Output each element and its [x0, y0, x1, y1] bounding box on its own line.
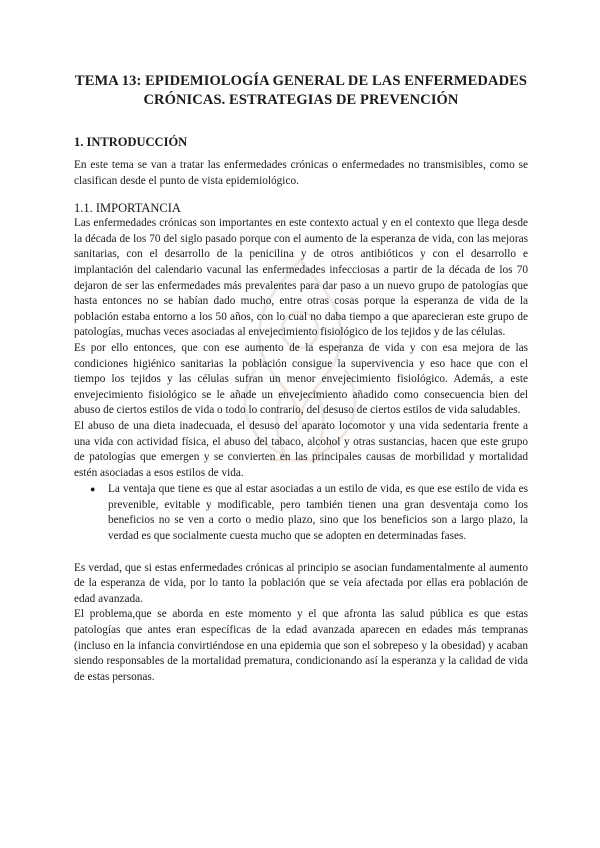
section-heading-importancia: 1.1. IMPORTANCIA [74, 201, 181, 216]
paragraph: Es por ello entonces, que con ese aumento de la esperanza de vida y con esa mejora de las condiciones higiénico sanitarias la población consigue la supervivencia y eso hace que con el tiempo los tejidos y las células sufran un menor envejecimiento fisiológico. Además, a este envejecimiento fisiológico se le añade un envejecimiento añadido como consecuencia bien del abuso de ciertos estilos de vida o todo lo contrario, del desuso de ciertos estilos de vida saludables. [74, 341, 528, 417]
bullet-icon: ● [90, 484, 96, 495]
list-item [74, 482, 528, 544]
section-heading-introduccion: 1. INTRODUCCIÓN [74, 135, 188, 149]
document-title: TEMA 13: EPIDEMIOLOGÍA GENERAL DE LAS ENFERMEDADES CRÓNICAS. ESTRATEGIAS DE PREVENCIÓN [74, 73, 528, 108]
paragraph: El problema,que se aborda en este momento y el que afronta las salud pública es que estas patologías que antes eran específicas de la edad avanzada aparecen en edades más tempranas (incluso en la infancia convirtiéndose en una epidemia que son el sobrepeso y la obesidad) y acaban siendo responsables de la mortalidad prematura, condicionando así la esperanza y la calidad de vida de estas personas. [74, 608, 528, 683]
paragraph: Las enfermedades crónicas son importantes en este contexto actual y en el contexto que llega desde la década de los 70 del siglo pasado porque con el aumento de la esperanza de vida, con las mejoras sanitarias, con el desarrollo de la penicilina y de otros antibióticos y con el desarrollo e implantación del calendario vacunal las enfermedades infecciosas a partir de la década de los 70 dejaron de ser las enfermedades más prevalentes para dar paso a un nuevo grupo de patologías que hasta entonces no se habían dado mucho, entre otras cosas porque la esperanza de vida de la población estaba entorno a los 50 años, con lo cual no daba tiempo a que aparecieran este grupo de patologías, muchas veces asociadas al envejecimiento fisiológico de los tejidos y de las células. [74, 217, 528, 339]
paragraph: El abuso de una dieta inadecuada, el desuso del aparato locomotor y una vida sedentaria frente a una vida con actividad física, el abuso del tabaco, alcohol y otras sustancias, hacen que este grupo de patologías que emergen y se convierten en las principales causas de morbilidad y mortalidad estén asociadas a esos estilos de vida. [74, 419, 528, 479]
intro-paragraph: En este tema se van a tratar las enfermedades crónicas o enfermedades no transmisibles, como se clasifican desde el punto de vista epidemiológico. [74, 159, 528, 187]
document-page [74, 72, 528, 685]
paragraph: Es verdad, que si estas enfermedades crónicas al principio se asocian fundamentalmente al aumento de la esperanza de vida, por lo tanto la población que se veía afectada por ellas era población de edad avanzada. [74, 561, 528, 605]
bullet-list [74, 482, 528, 544]
bullet-text: La ventaja que tiene es que al estar asociadas a un estilo de vida, es que ese estilo de vida es prevenible, evitable y modificable, pero también tienen una gran desventaja como los beneficios no se ven a corto o medio plazo, sino que los beneficios son a largo plazo, la verdad es que socialmente cuesta mucho que se adopten en determinadas fases. [108, 483, 528, 543]
